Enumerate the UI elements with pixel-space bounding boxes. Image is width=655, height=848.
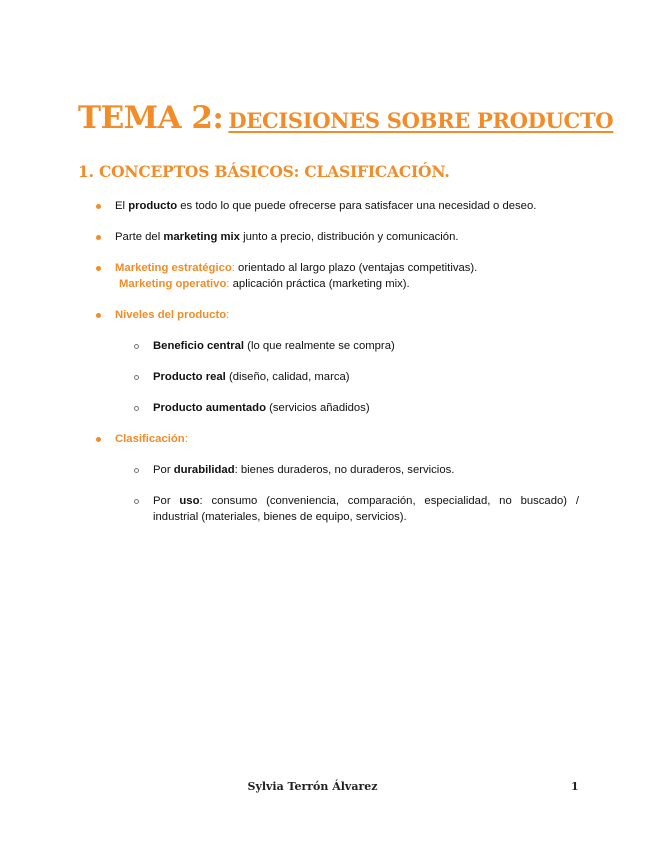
sub-item-durabilidad [153,462,454,478]
text: Por [153,464,174,476]
label-orange: Marketing operativo [119,278,227,290]
bullet-dot [96,437,101,442]
sub-bullet-circle [134,499,139,504]
bold-text: producto [128,200,178,212]
text: Por [153,495,180,507]
title-subtitle: DECISIONES SOBRE PRODUCTO [228,108,614,133]
bold-text: durabilidad [173,464,235,476]
bullet-dot [96,204,101,209]
colon: : [226,309,230,321]
bullet-clasificacion [115,431,188,447]
section-heading: 1. CONCEPTOS BÁSICOS: CLASIFICACIÓN. [78,162,450,181]
bold-text: uso [179,495,200,507]
colon: : [184,433,188,445]
sub-bullet-circle [134,468,139,473]
text: junto a precio, distribución y comunicación. [239,231,459,243]
sub-item-beneficio [153,338,395,354]
text: : bienes duraderos, no duraderos, servicios. [234,464,455,476]
label-orange: Marketing estratégico [115,262,232,274]
bullet-producto [115,198,536,214]
label-orange: Niveles del producto [115,309,227,321]
bold-text: Producto aumentado [153,402,266,414]
bold-text: Producto real [153,371,226,383]
colon: : [231,262,235,274]
text: orientado al largo plazo (ventajas competitivas). [234,262,478,274]
text: aplicación práctica (marketing mix). [229,278,410,290]
bullet-dot [96,313,101,318]
label-orange: Clasificación [115,433,185,445]
footer-author: Sylvia Terrón Álvarez [247,780,378,793]
page-title [78,100,613,136]
title-main: TEMA 2: [78,100,224,136]
footer-page-number: 1 [571,780,579,793]
text: es todo lo que puede ofrecerse para satisfacer una necesidad o deseo. [177,200,537,212]
sub-item-uso [153,493,579,525]
bold-text: marketing mix [163,231,240,243]
sub-item-producto-aumentado [153,400,370,416]
bullet-marketing-estrategico [115,260,477,276]
text: (servicios añadidos) [265,402,370,414]
text: El [115,200,129,212]
bullet-marketing-operativo [119,276,410,292]
text: Parte del [115,231,164,243]
colon: : [226,278,230,290]
text: : consumo (conveniencia, comparación, especialidad, no buscado) / industrial (materiales, bienes de equipo, servicios). [153,495,579,523]
bullet-dot [96,235,101,240]
sub-item-producto-real [153,369,350,385]
bullet-dot [96,266,101,271]
text: (lo que realmente se compra) [244,340,395,352]
bullet-marketing-mix [115,229,459,245]
text: (diseño, calidad, marca) [225,371,350,383]
sub-bullet-circle [134,344,139,349]
sub-bullet-circle [134,375,139,380]
bold-text: Beneficio central [153,340,245,352]
sub-bullet-circle [134,406,139,411]
bullet-niveles [115,307,229,323]
